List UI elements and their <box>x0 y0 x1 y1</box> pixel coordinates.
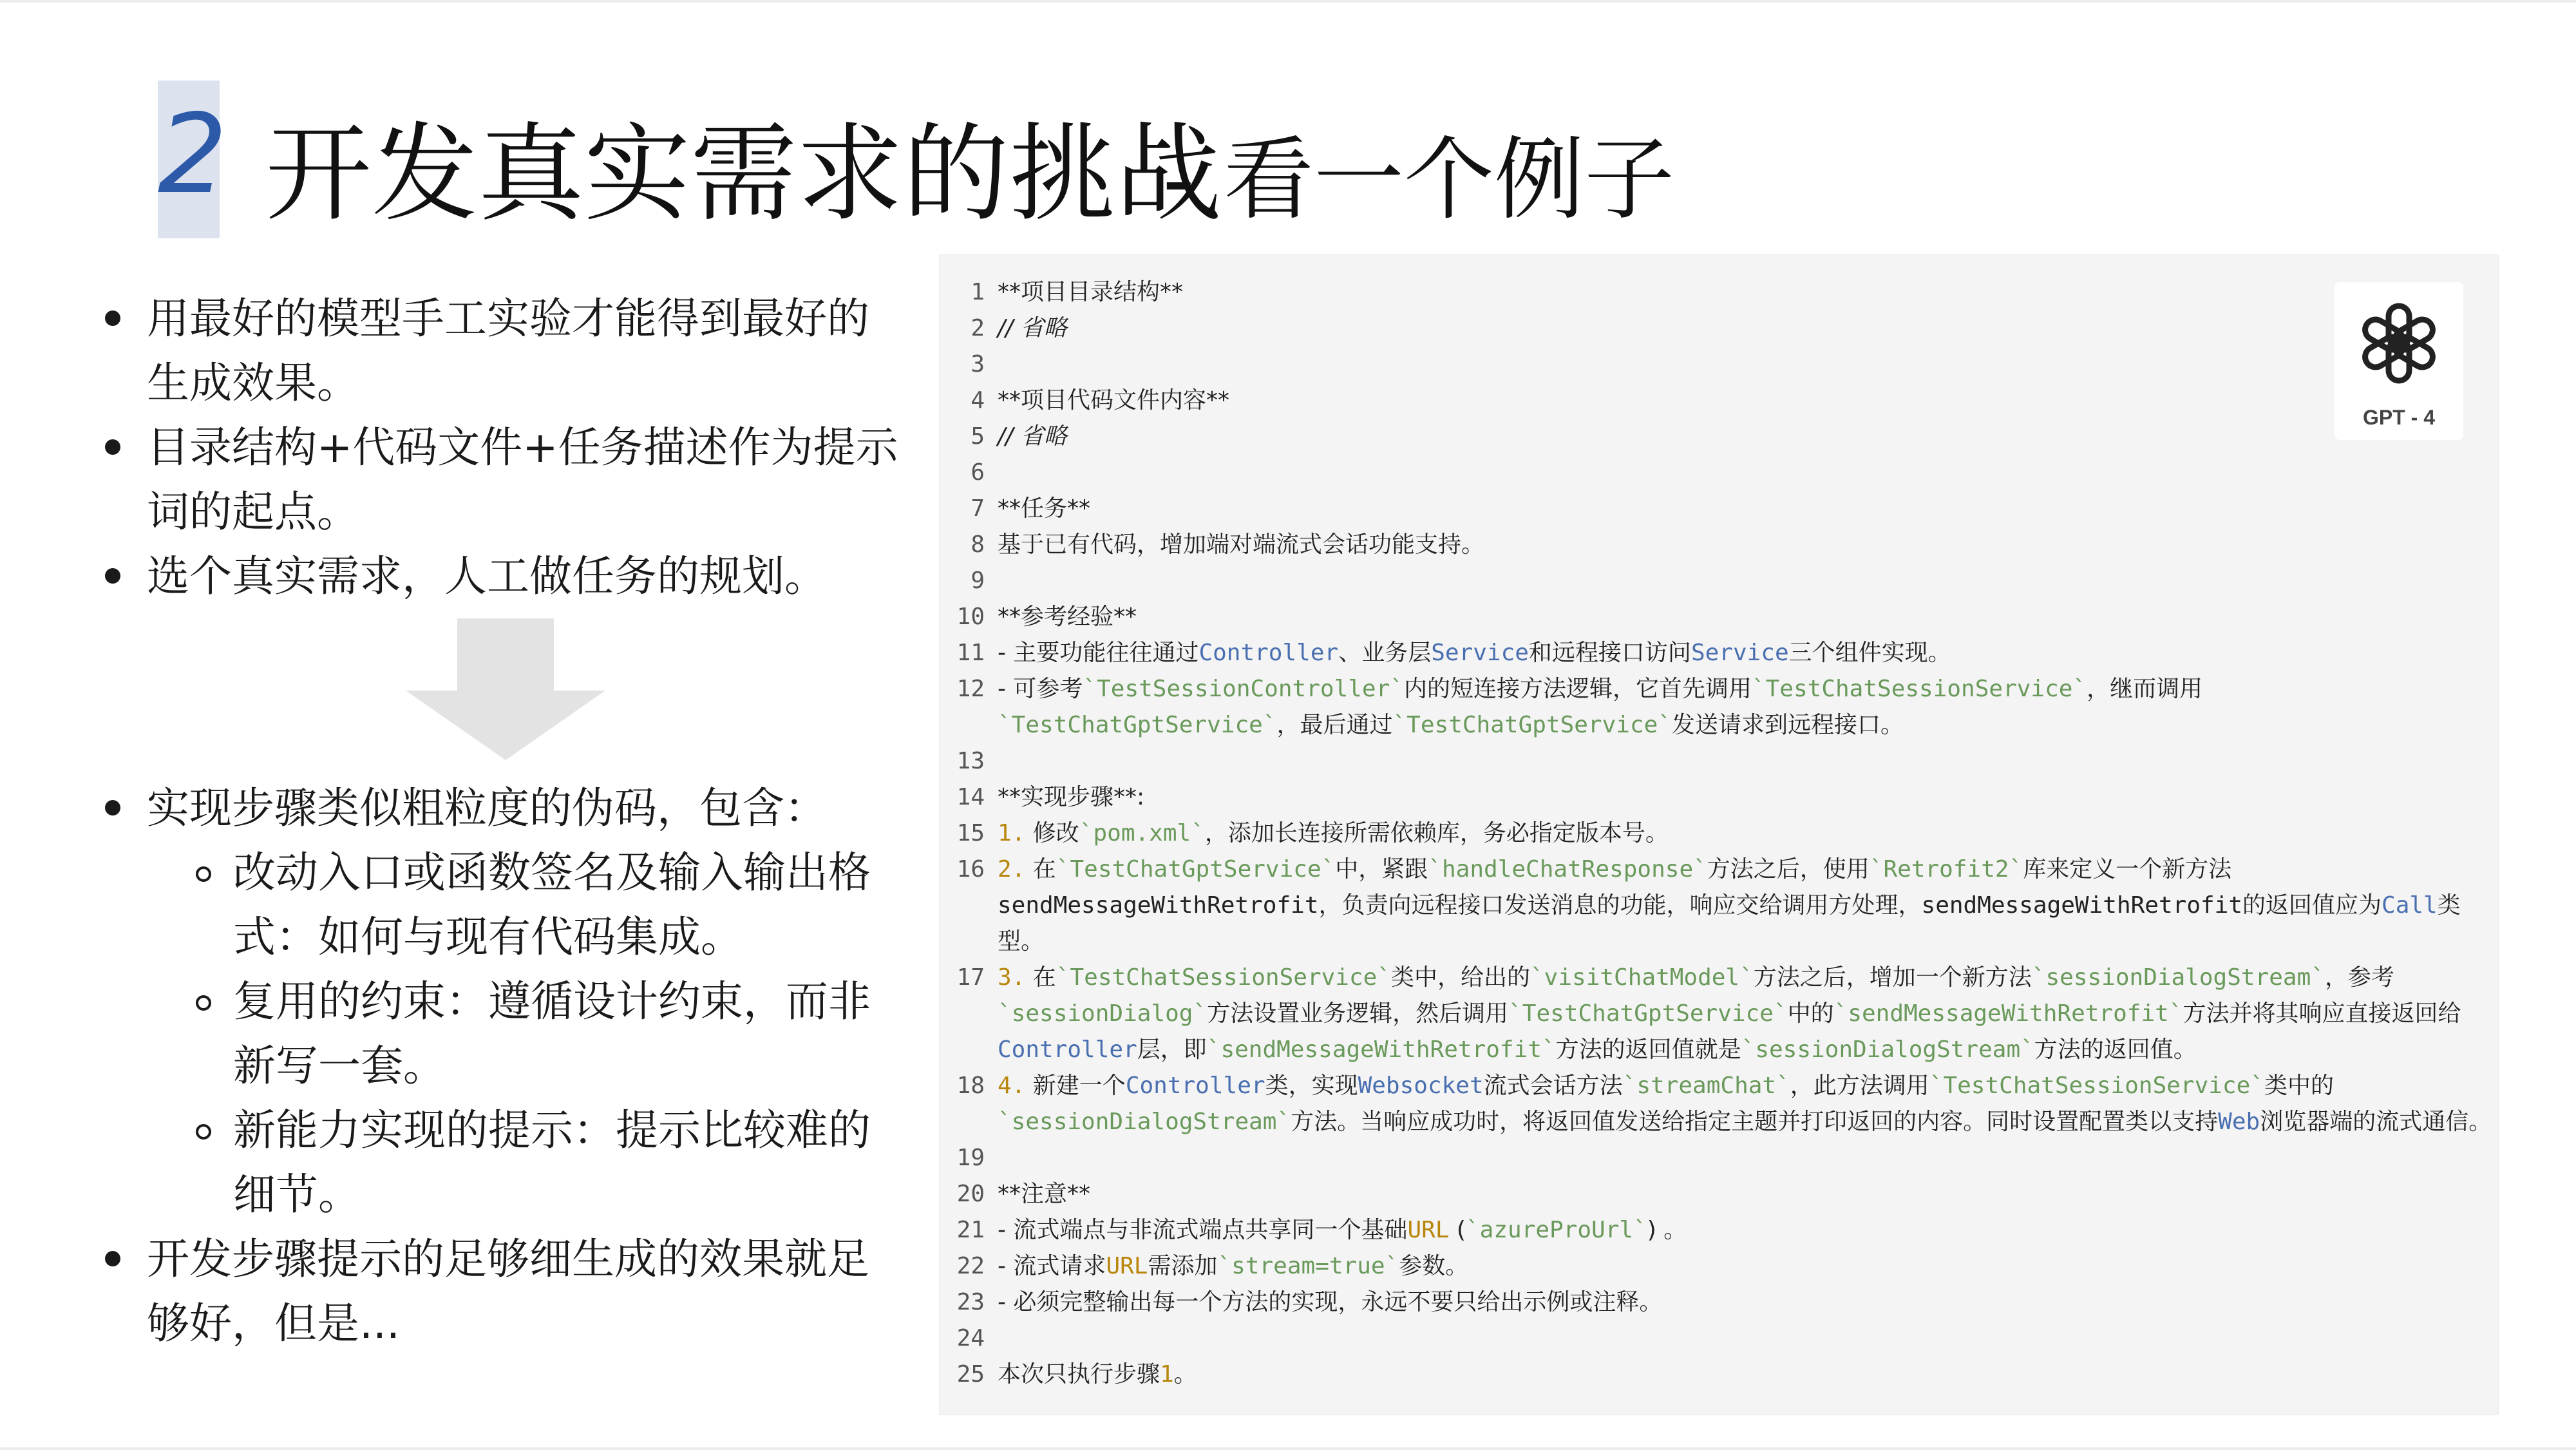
sub-bullet-item: 新能力实现的提示：提示比较难的 细节。 <box>233 1098 871 1227</box>
bullet-dot <box>105 568 120 584</box>
bullet-dot <box>105 1251 120 1266</box>
bullet-item: 开发步骤提示的足够细生成的效果就足 够好，但是... <box>147 1227 869 1356</box>
bullet-item: 用最好的模型手工实验才能得到最好的 生成效果。 <box>147 287 869 415</box>
openai-logo-icon <box>2353 295 2445 392</box>
gpt4-badge <box>2334 282 2463 440</box>
sub-bullet-circle <box>196 1124 211 1140</box>
top-divider <box>0 0 2576 3</box>
bullet-dot <box>105 439 120 455</box>
sub-bullet-item: 复用的约束：遵循设计约束，而非 新写一套。 <box>233 969 871 1098</box>
bullet-item: 选个真实需求，人工做任务的规划。 <box>147 544 827 609</box>
sub-bullet-circle <box>196 995 211 1011</box>
code-panel: GPT - 4 1 **项目目录结构** 2 // 省略 3 4 **项目代码文件内容** 5 // 省略 6 7 **任务** 8 基于已有代码，增加端对端流式会话功能支持。 9 10 **参考经验** 11 - 主要功能往往通过Controller、业务层Service和远程接口访问Service三个组件实现。 12 - 可参考`TestSessionController`内的短连接方法逻辑，它首先调用`TestChatSessionService`，继而调用 `TestChatGptService`，最后通过`TestChatGptService`发送请求到远程接口。 13 14 **实现步骤**: 15 1. 修改`pom.xml`，添加长连接所需依赖库，务必指定版本号。 16 2. 在`TestChatGptService`中，紧跟`handleChatResponse`方法之后，使用`Retrofit2`库来定义一个新方法 sendMessageWithRetrofit，负责向远程接口发送消息的功能，响应交给调用方处理，sendMessageWithRetrofit的返回值应为Call类 型。 17 3. 在`TestChatSessionService`类中，给出的`visitChatModel`方法之后，增加一个新方法`sessionDialogStream`，参考 `sessionDialog`方法设置业务逻辑，然后调用`TestChatGptService`中的`sendMessageWithRetrofit`方法并将其响应直接返回给 Controller层，即`sendMessageWithRetrofit`方法的返回值就是`sessionDialogStream`方法的返回值。 18 4. 新建一个Controller类，实现Websocket流式会话方法`streamChat`，此方法调用`TestChatSessionService`类中的 `sessionDialogStream`方法。当响应成功时，将返回值发送给指定主题并打印返回的内容。同时设置配置类以支持Web浏览器端的流式通信。 19 20 **注意** 21 - 流式端点与非流式端点共享同一个基础URL (`azureProUrl`) 。 22 - 流式请求URL需添加`stream=true`参数。 23 - 必须完整输出每一个方法的实现，永远不要只给出示例或注释。 24 25 本次只执行步骤1。 <box>939 254 2499 1415</box>
bottom-divider <box>0 1447 2576 1450</box>
bullet-dot <box>105 310 120 326</box>
sub-bullet-circle <box>196 866 211 882</box>
bullet-dot <box>105 800 120 816</box>
bullet-item: 实现步骤类似粗粒度的伪码，包含： <box>147 776 827 841</box>
slide-title: 开发真实需求的挑战 <box>265 112 1222 236</box>
section-number: 2 <box>158 91 228 218</box>
badge-label: GPT - 4 <box>2362 406 2435 429</box>
bullet-item: 目录结构+代码文件+任务描述作为提示 词的起点。 <box>147 415 898 544</box>
down-arrow-icon <box>406 618 605 760</box>
slide-subtitle: - 看一个例子 <box>1162 128 1675 233</box>
sub-bullet-item: 改动入口或函数签名及输入输出格 式：如何与现有代码集成。 <box>233 841 871 969</box>
